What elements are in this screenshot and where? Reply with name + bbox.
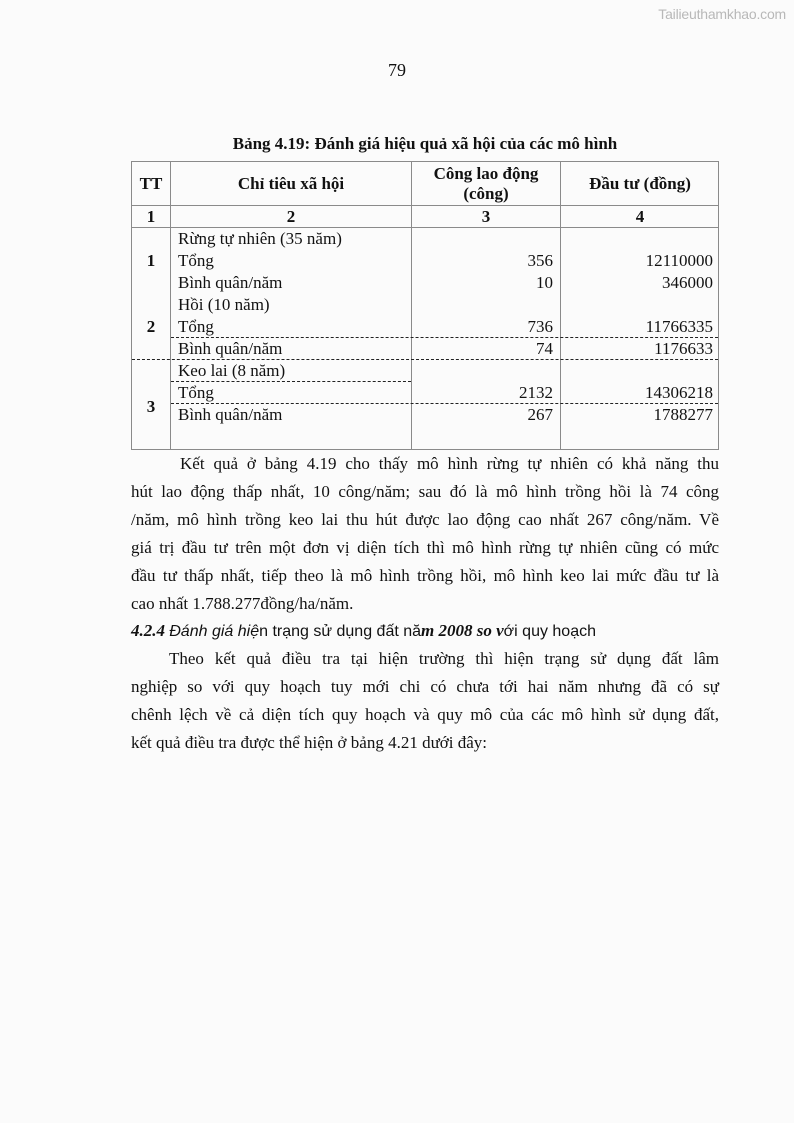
row-label: Bình quân/năm xyxy=(178,339,283,358)
header-tt: TT xyxy=(139,173,163,193)
labor-value: 736 xyxy=(527,317,553,336)
table-caption: Bảng 4.19: Đánh giá hiệu quả xã hội của các mô hình xyxy=(232,134,618,153)
page-number: 79 xyxy=(388,60,406,80)
header-labor xyxy=(412,162,560,205)
investment-value: 12110000 xyxy=(645,251,713,270)
text-line: nghiệp so với quy hoạch tuy mới chi có chưa tới hai năm nhưng đã có sự xyxy=(131,677,719,696)
investment-value: 346000 xyxy=(662,273,713,292)
row-label: Tổng xyxy=(178,383,214,402)
text-line: /năm, mô hình trồng keo lai thu hút được lao động cao nhất 267 công/năm. Về xyxy=(131,510,719,529)
text-line: kết quả điều tra được thể hiện ở bảng 4.21 dưới đây: xyxy=(131,733,488,752)
investment-value: 1176633 xyxy=(654,339,713,358)
watermark: Tailieuthamkhao.com xyxy=(658,6,786,22)
heading-text: ới quy hoạch xyxy=(503,623,596,640)
text-line: giá trị đầu tư trên một đơn vị diện tích thì mô hình rừng tự nhiên cũng có mức xyxy=(131,538,719,557)
row-label: Tổng xyxy=(178,251,214,270)
model-name: Rừng tự nhiên (35 năm) xyxy=(178,229,342,248)
row-label: Bình quân/năm xyxy=(178,273,283,292)
survey-paragraph xyxy=(131,645,719,757)
labor-value: 356 xyxy=(527,251,553,270)
text-line: Theo kết quả điều tra tại hiện trường thì hiện trạng sử dụng đất lâm xyxy=(169,649,719,668)
header-labor-line1: Công lao động xyxy=(433,163,539,183)
index-cell: 1 xyxy=(146,206,156,226)
index-cell: 4 xyxy=(635,206,645,226)
heading-text: Đánh giá hiệ xyxy=(169,623,260,640)
labor-value: 2132 xyxy=(519,383,553,402)
text-line: đầu tư thấp nhất, tiếp theo là mô hình trồng hồi, mô hình keo lai mức đầu tư là xyxy=(131,566,719,585)
row-number: 3 xyxy=(146,397,156,416)
labor-value: 74 xyxy=(536,339,553,358)
text-line: cao nhất 1.788.277đồng/ha/năm. xyxy=(131,594,354,613)
social-efficiency-table xyxy=(131,161,719,450)
heading-text: n trạng sử dụng đất nă xyxy=(259,623,422,640)
model-name: Keo lai (8 năm) xyxy=(178,361,286,380)
index-cell: 3 xyxy=(481,206,491,226)
investment-value: 11766335 xyxy=(645,317,713,336)
header-investment: Đầu tư (đồng) xyxy=(589,173,691,193)
results-paragraph xyxy=(131,450,719,618)
row-number: 2 xyxy=(146,317,156,336)
text-line: hút lao động thấp nhất, 10 công/năm; sau đó là mô hình trồng hồi là 74 công xyxy=(131,482,719,501)
investment-value: 14306218 xyxy=(645,383,713,402)
header-indicator: Chỉ tiêu xã hội xyxy=(237,173,345,193)
heading-text: m 2008 so v xyxy=(421,621,504,640)
header-labor-line2: (công) xyxy=(463,183,509,203)
investment-value: 1788277 xyxy=(653,405,713,424)
text-line: chênh lệch về cả diện tích quy hoạch và quy mô của các mô hình sử dụng đất, xyxy=(131,705,719,724)
row-label: Tổng xyxy=(178,317,214,336)
section-number: 4.2.4 xyxy=(131,621,170,640)
section-heading xyxy=(131,619,596,644)
model-name: Hồi (10 năm) xyxy=(178,295,270,314)
index-cell: 2 xyxy=(286,206,296,226)
row-label: Bình quân/năm xyxy=(178,405,283,424)
labor-value: 10 xyxy=(536,273,553,292)
labor-value: 267 xyxy=(527,405,553,424)
text-line: Kết quả ở bảng 4.19 cho thấy mô hình rừng tự nhiên có khả năng thu xyxy=(180,454,719,473)
row-number: 1 xyxy=(146,251,156,270)
